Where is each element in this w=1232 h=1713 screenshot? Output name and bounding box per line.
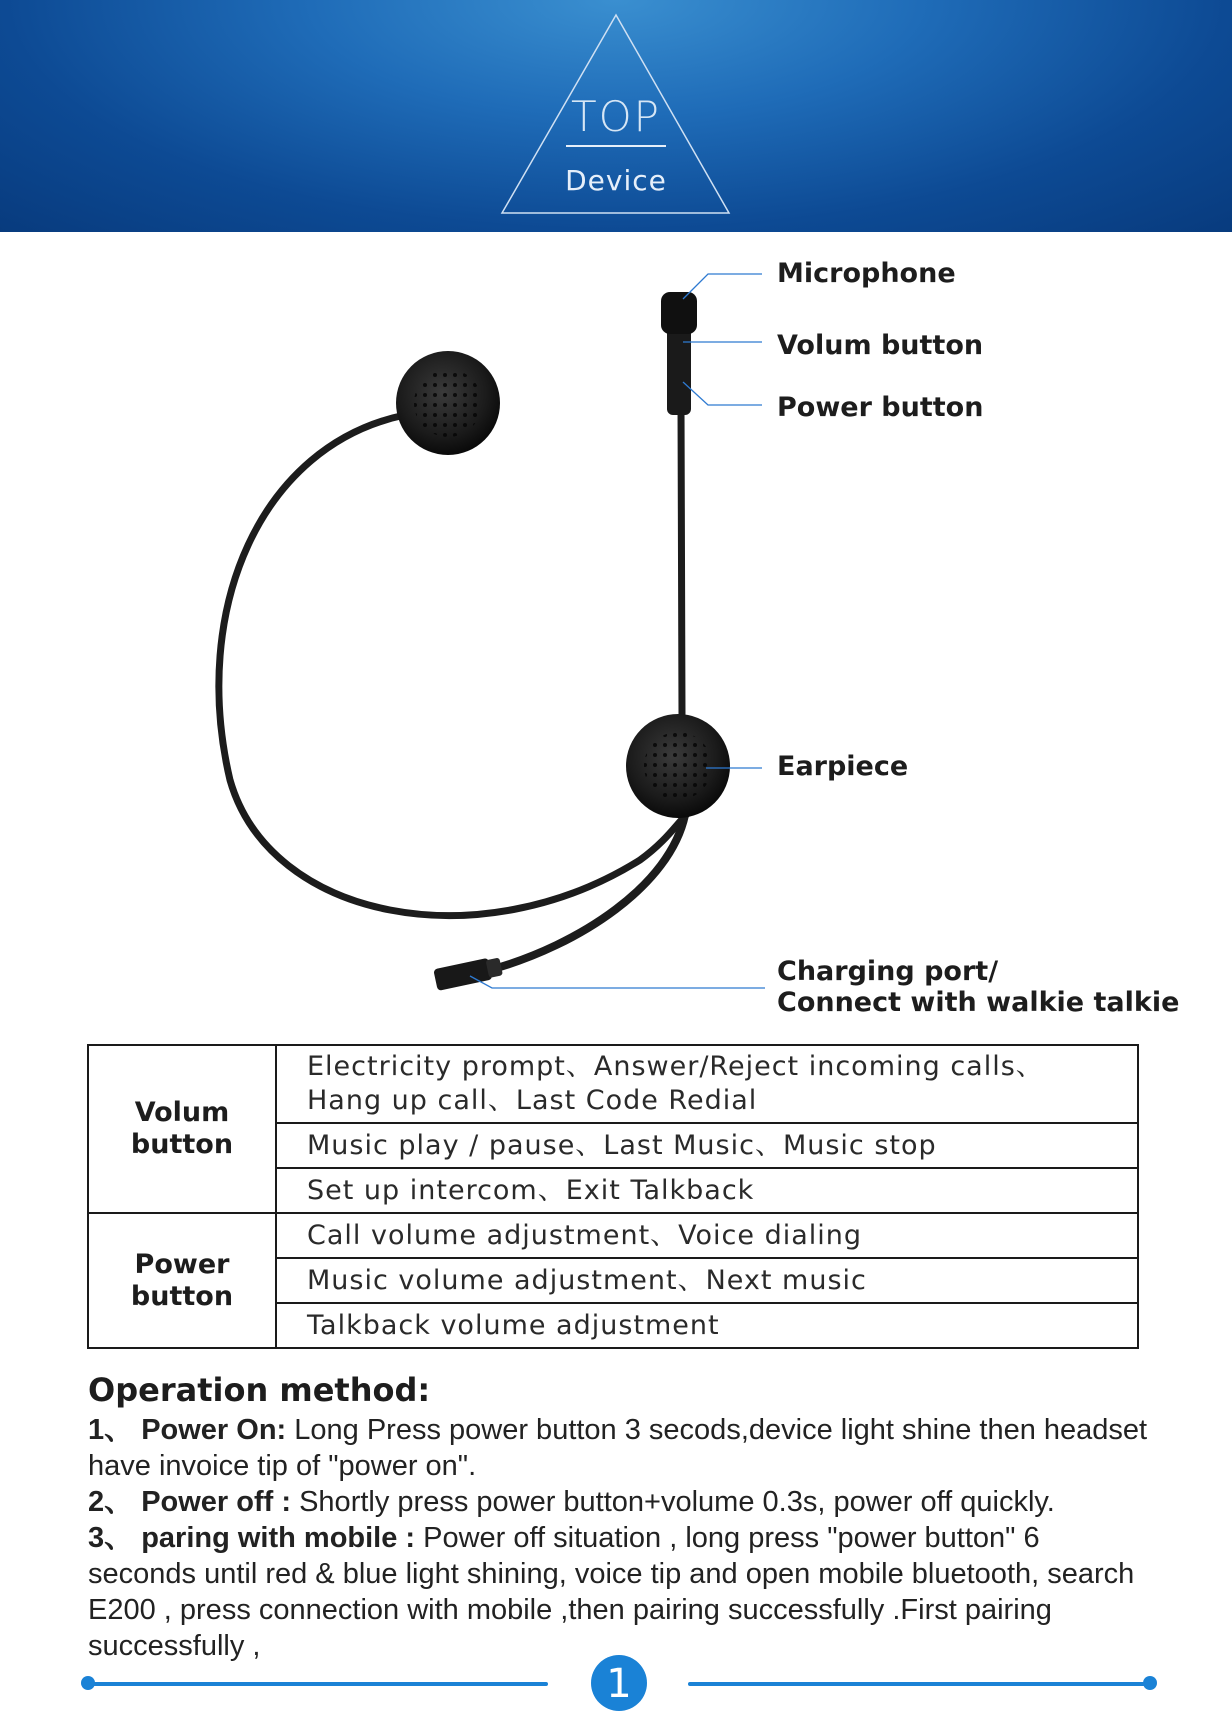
- table-row: [88, 1213, 1138, 1258]
- header-title: TOP: [570, 92, 662, 141]
- footer-right-dot: [1143, 1676, 1157, 1690]
- charging-port-label: [777, 956, 1179, 1018]
- operation-step: [88, 1484, 1148, 1520]
- operation-method-section: [88, 1372, 1148, 1664]
- function-cell: Music play / pause、Last Music、Music stop: [276, 1123, 1138, 1168]
- step-number: 2、: [88, 1486, 142, 1518]
- step-number: 1、: [88, 1414, 142, 1446]
- table-row: [88, 1045, 1138, 1123]
- step-label: paring with mobile :: [141, 1522, 416, 1554]
- operation-step: [88, 1412, 1148, 1484]
- function-cell: Music volume adjustment、Next music: [276, 1258, 1138, 1303]
- power-button-label: Power button: [777, 392, 984, 423]
- step-number: 3、: [88, 1522, 142, 1554]
- header-subtitle: Device: [565, 164, 667, 197]
- page-number: 1: [591, 1655, 647, 1711]
- group-label-line: button: [130, 1129, 234, 1160]
- footer-right-line: [688, 1682, 1150, 1686]
- step-label: Power off :: [141, 1486, 292, 1518]
- group-label-line: button: [130, 1280, 234, 1312]
- operation-step: [88, 1520, 1148, 1664]
- function-cell: [276, 1045, 1138, 1123]
- volum-button-label: Volum button: [777, 330, 984, 361]
- charging-port-label-line1: Charging port/: [777, 956, 999, 987]
- step-text: Shortly press power button+volume 0.3s, power off quickly.: [291, 1486, 1055, 1518]
- group-label-line: Power: [134, 1248, 230, 1280]
- earpiece-label: Earpiece: [777, 751, 909, 782]
- function-cell: Call volume adjustment、Voice dialing: [276, 1213, 1138, 1258]
- microphone-label: Microphone: [777, 258, 956, 289]
- footer-left-line: [88, 1682, 548, 1686]
- button-function-table: [87, 1044, 1139, 1349]
- volum-button-group-cell: [88, 1045, 276, 1213]
- function-text: Hang up call、Last Code Redial: [307, 1085, 758, 1116]
- function-text: Electricity prompt、Answer/Reject incoming calls、: [307, 1051, 1044, 1082]
- power-button-group-cell: [88, 1213, 276, 1348]
- step-label: Power On:: [141, 1414, 287, 1446]
- step-text: Long Press power button 3 secods,device light shine then headset have invoice tip of "power on".: [88, 1414, 1148, 1482]
- function-cell: Set up intercom、Exit Talkback: [276, 1168, 1138, 1213]
- operation-heading: Operation method:: [88, 1371, 431, 1409]
- charging-port-label-line2: Connect with walkie talkie: [777, 987, 1180, 1018]
- function-cell: Talkback volume adjustment: [276, 1303, 1138, 1348]
- group-label-line: Volum: [134, 1097, 230, 1128]
- step-text: Power off situation , long press "power button" 6 seconds until red & blue light shining, voice tip and open mobile bluetooth, search E200 , press connection with mobile ,then pairing successfully .First pairing successfully ,: [88, 1522, 1135, 1662]
